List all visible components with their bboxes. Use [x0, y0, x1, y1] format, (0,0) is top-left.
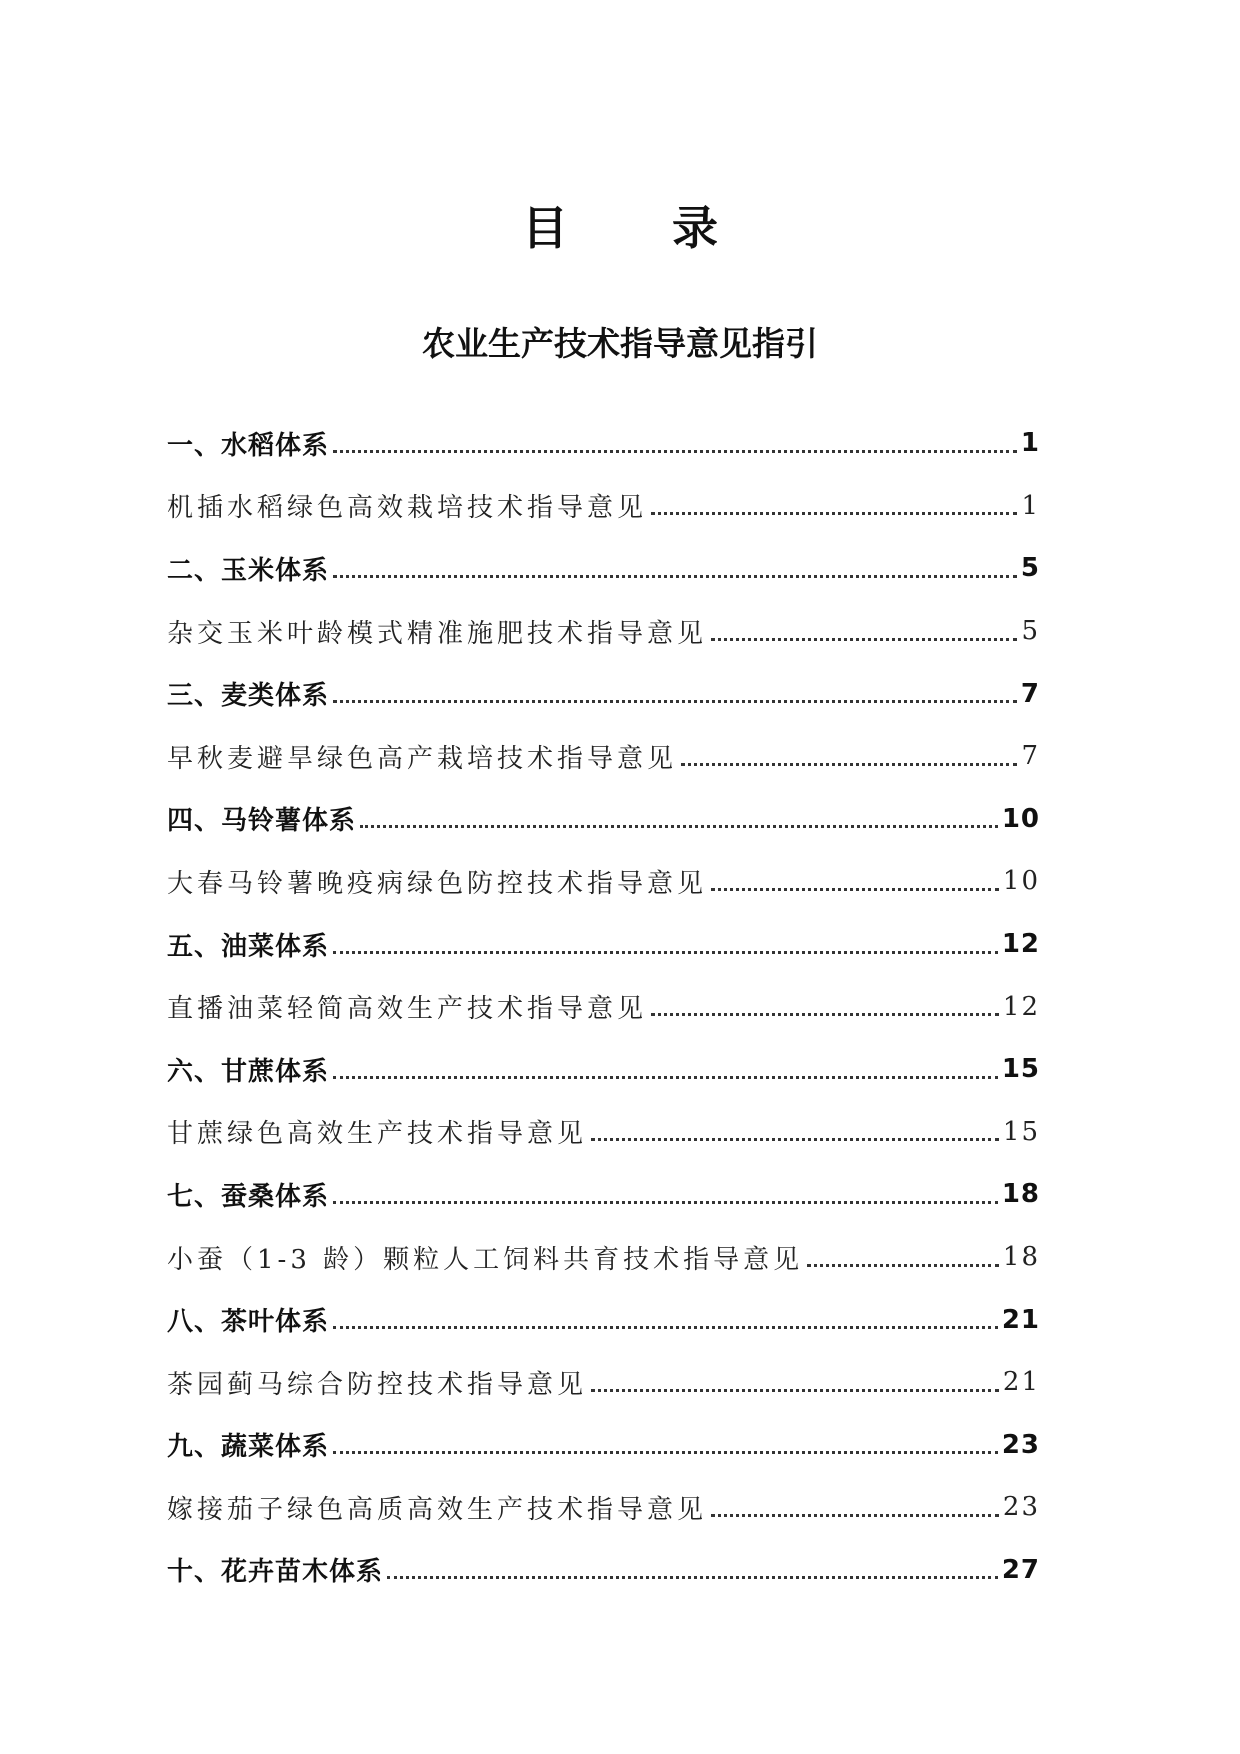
- page-subtitle: 农业生产技术指导意见指引: [422, 324, 818, 363]
- toc-item-rice[interactable]: [167, 475, 1040, 538]
- dot-leader: [333, 1076, 998, 1079]
- toc-label: 九、蔬菜体系: [167, 1432, 330, 1463]
- toc-page-number: 15: [1002, 1116, 1040, 1147]
- toc-page-number: 18: [1001, 1179, 1040, 1210]
- toc-label: 七、蚕桑体系: [167, 1181, 330, 1212]
- toc-label: 茶园蓟马综合防控技术指导意见: [167, 1369, 588, 1400]
- toc-page-number: 27: [1001, 1554, 1040, 1585]
- dot-leader: [711, 888, 999, 891]
- dot-leader: [591, 1389, 999, 1392]
- dot-leader: [333, 1451, 998, 1454]
- toc-label: 六、甘蔗体系: [167, 1056, 330, 1087]
- dot-leader: [333, 1201, 998, 1204]
- toc-page-number: 18: [1002, 1242, 1040, 1273]
- toc-label: 杂交玉米叶龄模式精准施肥技术指导意见: [167, 618, 708, 649]
- toc-section-rapeseed[interactable]: [167, 913, 1040, 976]
- toc-section-potato[interactable]: [167, 788, 1040, 851]
- dot-leader: [651, 512, 1017, 515]
- toc-label: 小蚕（1-3 龄）颗粒人工饲料共育技术指导意见: [167, 1244, 804, 1275]
- toc-section-tea[interactable]: [167, 1288, 1040, 1351]
- dot-leader: [387, 1576, 998, 1579]
- dot-leader: [681, 763, 1017, 766]
- toc-page-number: 12: [1002, 991, 1040, 1022]
- toc-label: 直播油菜轻简高效生产技术指导意见: [167, 994, 648, 1025]
- dot-leader: [591, 1138, 999, 1141]
- toc-section-corn[interactable]: [167, 537, 1040, 600]
- toc-page-number: 15: [1001, 1054, 1040, 1085]
- toc-page-number: 7: [1021, 741, 1040, 772]
- dot-leader: [333, 951, 998, 954]
- toc-label: 甘蔗绿色高效生产技术指导意见: [167, 1119, 588, 1150]
- toc-label: 二、玉米体系: [167, 555, 330, 586]
- toc-page-number: 21: [1002, 1367, 1040, 1398]
- toc-item-rapeseed[interactable]: [167, 975, 1040, 1038]
- table-of-contents: [167, 412, 1040, 1601]
- toc-label: 五、油菜体系: [167, 931, 330, 962]
- toc-page-number: 10: [1002, 866, 1040, 897]
- toc-section-flowers-seedlings[interactable]: [167, 1539, 1040, 1602]
- toc-item-wheat[interactable]: [167, 725, 1040, 788]
- toc-item-sugarcane[interactable]: [167, 1101, 1040, 1164]
- toc-page-number: 1: [1020, 428, 1040, 459]
- dot-leader: [711, 638, 1017, 641]
- toc-page-number: 12: [1001, 929, 1040, 960]
- toc-label: 早秋麦避旱绿色高产栽培技术指导意见: [167, 743, 678, 774]
- dot-leader: [333, 575, 1017, 578]
- dot-leader: [333, 450, 1017, 453]
- dot-leader: [711, 1514, 999, 1517]
- toc-item-sericulture[interactable]: [167, 1226, 1040, 1289]
- toc-label: 八、茶叶体系: [167, 1307, 330, 1338]
- toc-page-number: 5: [1021, 616, 1040, 647]
- toc-item-vegetables[interactable]: [167, 1476, 1040, 1539]
- toc-label: 大春马铃薯晚疫病绿色防控技术指导意见: [167, 868, 708, 899]
- toc-section-wheat[interactable]: [167, 662, 1040, 725]
- dot-leader: [333, 1326, 998, 1329]
- dot-leader: [807, 1264, 999, 1267]
- toc-page-number: 10: [1001, 803, 1040, 834]
- toc-page-number: 23: [1001, 1429, 1040, 1460]
- toc-section-sugarcane[interactable]: [167, 1038, 1040, 1101]
- toc-section-vegetables[interactable]: [167, 1414, 1040, 1477]
- toc-item-tea[interactable]: [167, 1351, 1040, 1414]
- toc-page-number: 5: [1020, 553, 1040, 584]
- toc-section-sericulture[interactable]: [167, 1163, 1040, 1226]
- dot-leader: [333, 700, 1017, 703]
- toc-item-potato[interactable]: [167, 850, 1040, 913]
- toc-label: 一、水稻体系: [167, 430, 330, 461]
- dot-leader: [651, 1013, 999, 1016]
- toc-page-number: 23: [1002, 1492, 1040, 1523]
- toc-label: 三、麦类体系: [167, 681, 330, 712]
- toc-item-corn[interactable]: [167, 600, 1040, 663]
- toc-label: 四、马铃薯体系: [167, 806, 357, 837]
- toc-label: 机插水稻绿色高效栽培技术指导意见: [167, 493, 648, 524]
- page-title: 目 录: [521, 201, 762, 255]
- toc-label: 嫁接茄子绿色高质高效生产技术指导意见: [167, 1494, 708, 1525]
- toc-page-number: 21: [1001, 1304, 1040, 1335]
- toc-page-number: 1: [1021, 490, 1040, 521]
- toc-section-rice[interactable]: [167, 412, 1040, 475]
- toc-label: 十、花卉苗木体系: [167, 1557, 384, 1588]
- dot-leader: [360, 825, 998, 828]
- toc-page-number: 7: [1020, 678, 1040, 709]
